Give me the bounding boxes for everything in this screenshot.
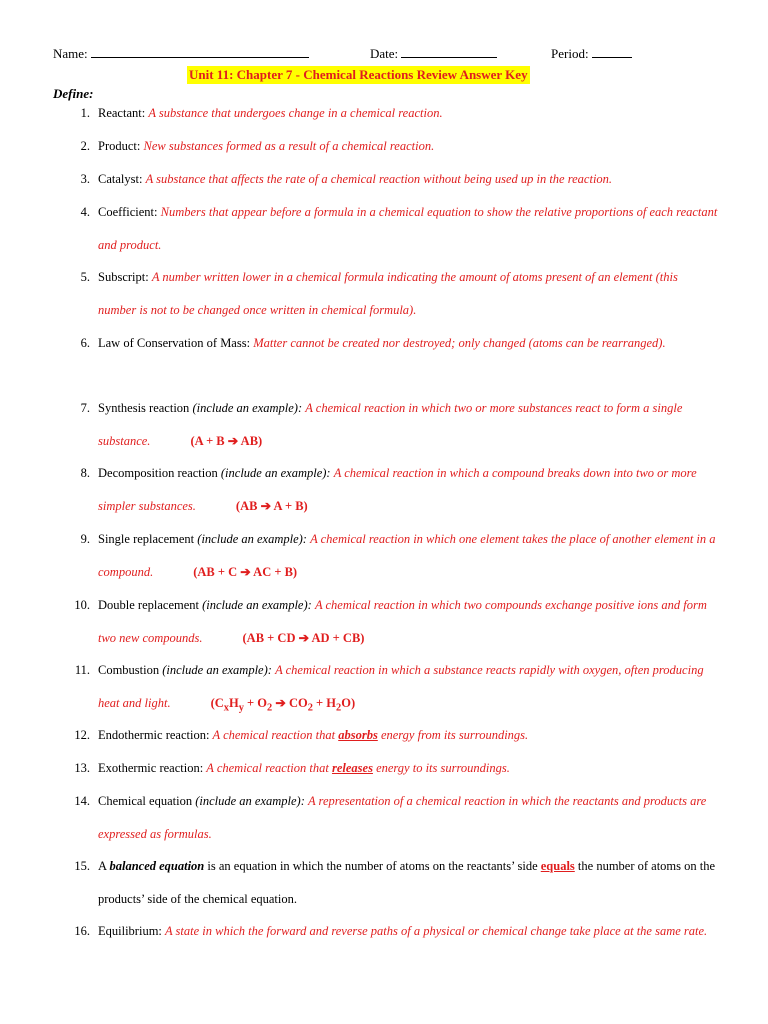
item-term: Product: [98, 139, 141, 153]
item-definition: A chemical reaction in which a compound breaks down into two or more simpler substances. [98, 466, 697, 513]
item-term: Endothermic reaction: [98, 728, 210, 742]
item-definition: A state in which the forward and reverse paths of a physical or chemical change take place at the same rate. [165, 924, 708, 938]
item-number: 12. [74, 728, 90, 742]
item-term: Decomposition reaction [98, 466, 218, 480]
example-equation: ($C_xH_y + O_2$ ➔ $CO_2 + H_2O$) [210, 696, 356, 714]
item-note: (include an example): [220, 466, 331, 480]
student-info-header [0, 44, 768, 64]
item-number: 6. [80, 336, 90, 350]
example-equation: (AB + C ➔ AC + B) [193, 565, 298, 579]
example-equation: (AB + CD ➔ AD + CB) [242, 631, 365, 645]
item-number: 7. [80, 401, 90, 415]
item-term: Exothermic reaction: [98, 761, 204, 775]
name-label: Name: [53, 46, 88, 61]
item-key-word: equals [540, 859, 575, 873]
date-field[interactable] [370, 44, 497, 62]
item-definition-start: A chemical reaction that [206, 761, 329, 775]
name-field[interactable] [53, 44, 309, 62]
item-number: 13. [74, 761, 90, 775]
item-definition: A substance that affects the rate of a chemical reaction without being used up in the reaction. [145, 172, 613, 186]
item-term: Synthesis reaction [98, 401, 190, 415]
item-definition: A chemical reaction in which a substance reacts rapidly with oxygen, often producing heat and light. [98, 663, 704, 710]
name-blank[interactable] [91, 44, 309, 58]
item-number: 3. [80, 172, 90, 186]
item-statement-end: the number of atoms on the products’ side of the chemical equation. [98, 859, 716, 906]
item-definition-end: energy from its surroundings. [380, 728, 529, 742]
item-number: 10. [74, 598, 90, 612]
item-number: 4. [80, 205, 90, 219]
item-number: 2. [80, 139, 90, 153]
item-number: 14. [74, 794, 90, 808]
item-note: (include an example): [197, 532, 307, 546]
item-definition: New substances formed as a result of a chemical reaction. [143, 139, 435, 153]
item-note: (include an example): [192, 401, 303, 415]
item-prefix: A [98, 859, 107, 873]
item-term: Equilibrium: [98, 924, 162, 938]
item-term: Law of Conservation of Mass: [98, 336, 251, 350]
item-number: 5. [80, 270, 90, 284]
item-number: 15. [74, 859, 90, 873]
date-label: Date: [370, 46, 399, 61]
item-definition: A chemical reaction in which two or more substances react to form a single substance. [98, 401, 683, 448]
item-term: Subscript: [98, 270, 149, 284]
item-definition: A chemical reaction in which two compounds exchange positive ions and form two new compounds. [98, 598, 707, 645]
item-number: 11. [74, 663, 90, 677]
date-blank[interactable] [401, 44, 497, 58]
item-definition: Numbers that appear before a formula in a chemical equation to show the relative proportions of each reactant and product. [98, 205, 718, 252]
example-equation: (A + B ➔ AB) [190, 434, 263, 448]
item-term: Chemical equation [98, 794, 193, 808]
item-note: (include an example): [195, 794, 305, 808]
period-blank[interactable] [592, 44, 632, 58]
item-definition: A representation of a chemical reaction in which the reactants and products are expressed as formulas. [98, 794, 707, 841]
item-definition: Matter cannot be created nor destroyed; only changed (atoms can be rearranged). [253, 336, 666, 350]
example-equation: (AB ➔ A + B) [235, 499, 308, 513]
item-number: 1. [80, 106, 90, 120]
item-definition: A substance that undergoes change in a chemical reaction. [148, 106, 443, 120]
item-definition-end: energy to its surroundings. [376, 761, 510, 775]
period-field[interactable] [551, 44, 632, 62]
item-statement: is an equation in which the number of atoms on the reactants’ side [207, 859, 538, 873]
item-number: 16. [74, 924, 90, 938]
item-number: 9. [80, 532, 90, 546]
item-term: Double replacement [98, 598, 199, 612]
item-term: Coefficient: [98, 205, 158, 219]
item-definition-start: A chemical reaction that [212, 728, 336, 742]
item-term: Single replacement [98, 532, 195, 546]
item-key-word: releases [331, 761, 373, 775]
page-title: Unit 11: Chapter 7 - Chemical Reactions Review Answer Key [189, 67, 528, 82]
item-term: Combustion [98, 663, 160, 677]
item-term: Catalyst: [98, 172, 143, 186]
item-note: (include an example): [162, 663, 272, 677]
item-key-word: absorbs [338, 728, 378, 742]
item-bold-term: balanced equation [109, 859, 205, 873]
define-heading: Define: [53, 86, 94, 101]
item-term: Reactant: [98, 106, 146, 120]
item-definition: A number written lower in a chemical formula indicating the amount of atoms present of an element (this number is not to be changed once written in chemical formula). [98, 270, 678, 317]
item-note: (include an example): [202, 598, 312, 612]
item-number: 8. [80, 466, 90, 480]
item-definition: A chemical reaction in which one element takes the place of another element in a compound. [98, 532, 716, 579]
period-label: Period: [551, 46, 589, 61]
